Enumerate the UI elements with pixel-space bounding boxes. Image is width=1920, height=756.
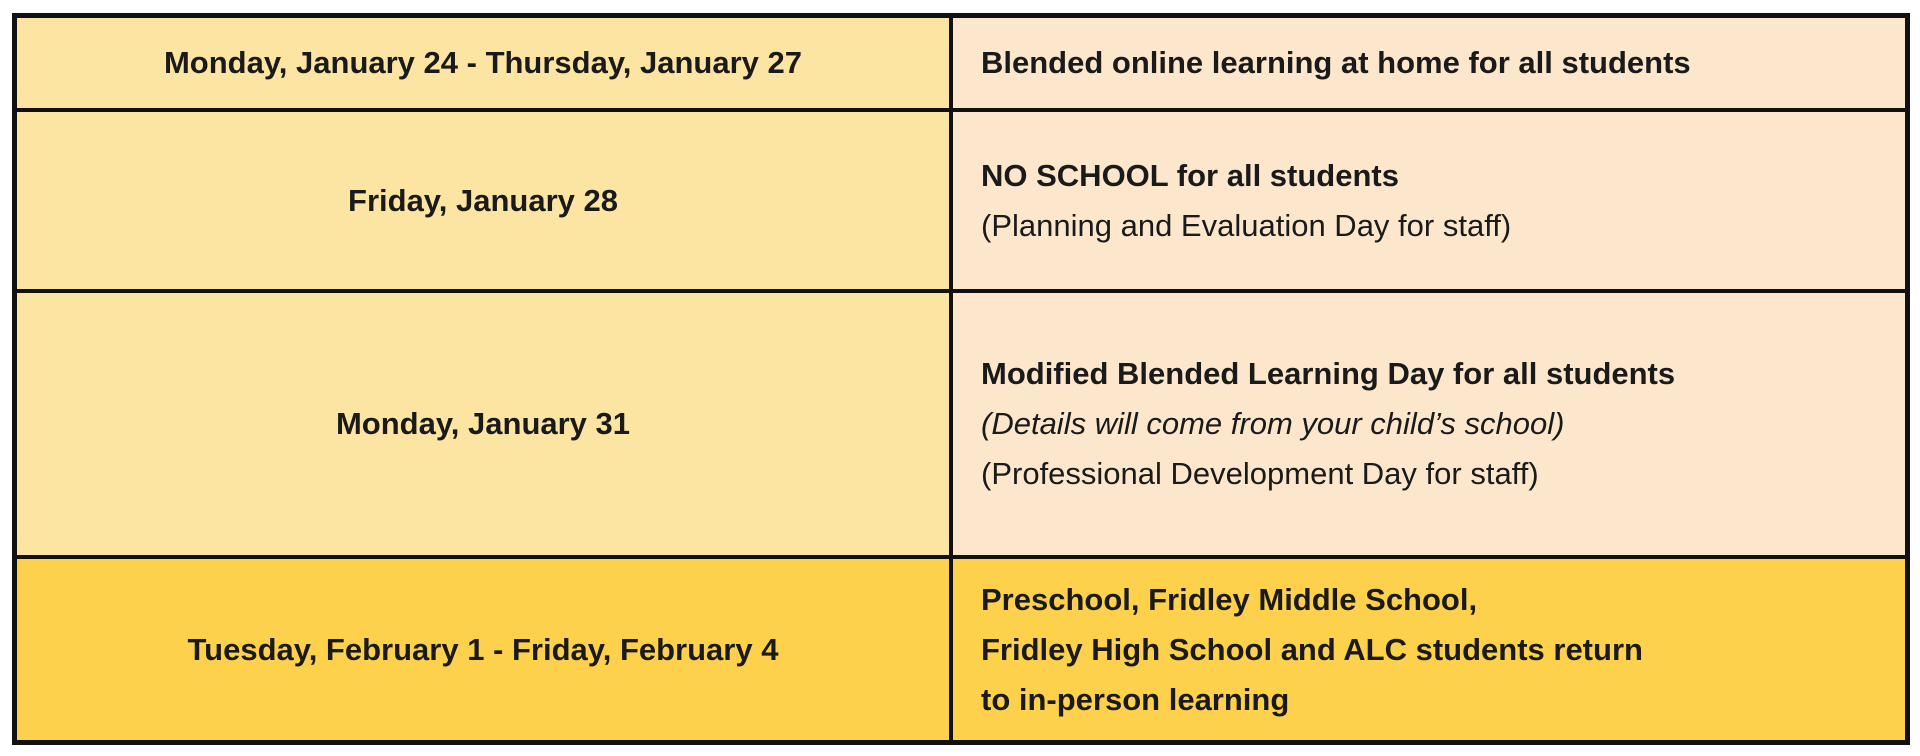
date-text: Monday, January 24 - Thursday, January 27 — [163, 45, 803, 80]
detail-line: (Details will come from your child’s school) — [981, 406, 1565, 441]
date-cell-row-2 — [17, 112, 953, 293]
detail-line: Modified Blended Learning Day for all students — [981, 356, 1676, 391]
date-text: Tuesday, February 1 - Friday, February 4 — [187, 631, 779, 667]
schedule-table — [12, 13, 1910, 745]
detail-line: Fridley High School and ALC students return — [981, 631, 1643, 667]
details-cell-row-3 — [953, 293, 1905, 559]
details-cell-row-2 — [953, 112, 1905, 293]
detail-line: NO SCHOOL for all students — [981, 157, 1399, 193]
detail-line: Blended online learning at home for all students — [981, 45, 1691, 80]
date-text: Friday, January 28 — [348, 182, 618, 218]
detail-line: (Professional Development Day for staff) — [981, 456, 1539, 491]
date-text: Monday, January 31 — [335, 406, 631, 441]
details-cell-row-4 — [953, 559, 1905, 740]
date-cell-row-4 — [17, 559, 953, 740]
detail-line: Preschool, Fridley Middle School, — [981, 581, 1478, 617]
date-cell-row-1 — [17, 18, 953, 112]
detail-line: to in-person learning — [981, 681, 1290, 717]
date-cell-row-3 — [17, 293, 953, 559]
details-cell-row-1 — [953, 18, 1905, 112]
detail-line: (Planning and Evaluation Day for staff) — [981, 207, 1512, 243]
